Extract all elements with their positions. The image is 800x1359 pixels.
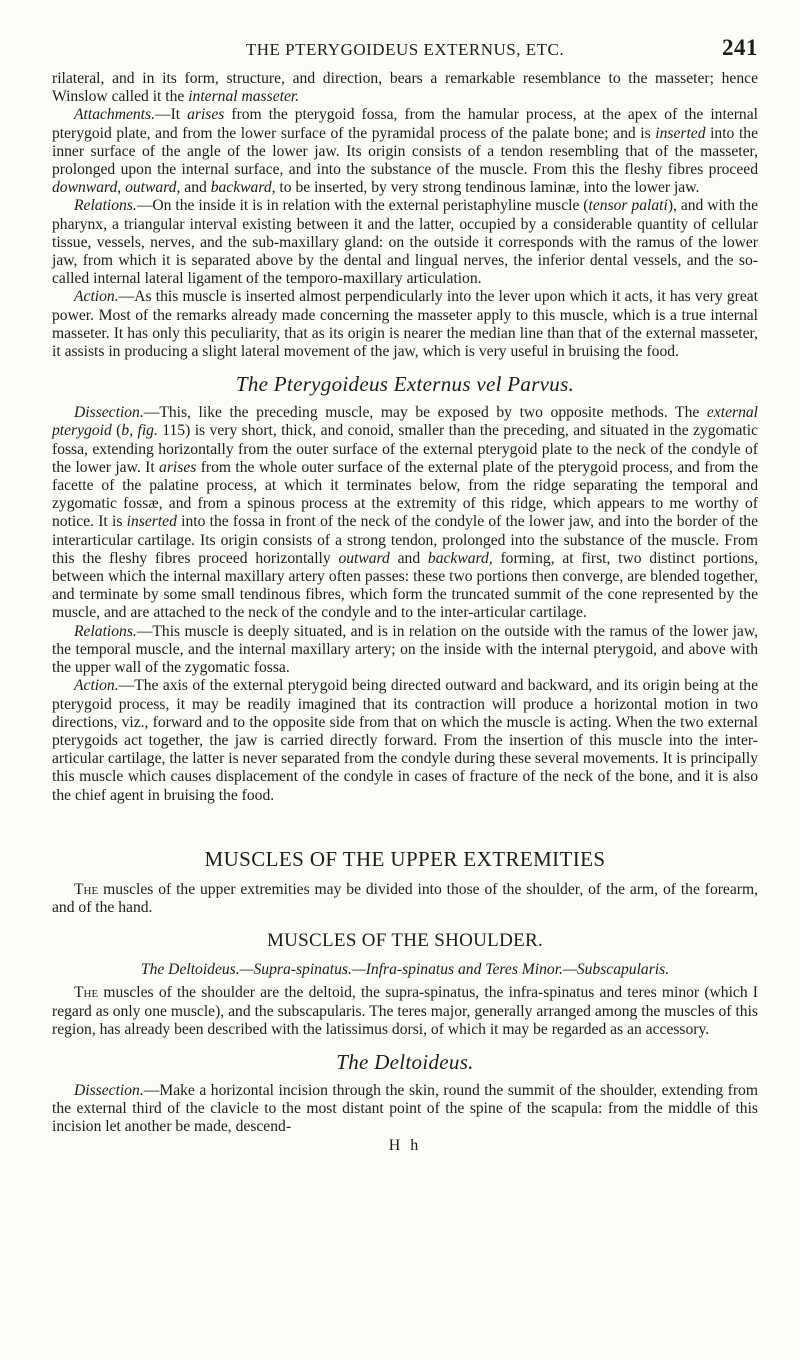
paragraph-lead: Dissection.	[74, 404, 144, 422]
text-run: —As this muscle is inserted almost perpendicularly into the lever upon which it acts, it has very great power. Most of the remarks already made concerning the masseter apply to this muscle, which is a true internal masseter. It has only this peculiarity, that as its origin is nearer the median line than that of the external masseter, it assists in producing a slight lateral movement of the jaw, which is very useful in bruising the food.	[52, 288, 758, 361]
section-title-deltoideus: The Deltoideus.	[336, 1049, 474, 1074]
italic-run: inserted	[655, 124, 706, 142]
paragraph-lead: Dissection.	[74, 1081, 144, 1099]
italic-run: tensor palati	[588, 197, 668, 215]
text-run: muscles of the upper extremities may be divided into those of the shoulder, of the arm, of the forearm, and of the hand.	[52, 880, 758, 916]
italic-run: arises	[187, 106, 225, 124]
text-run: ), and with the pharynx, a triangular interval existing between it and the latter, occupied by a considerable quantity of cellular tissue, vessels, nerves, and the sub-maxillary gland: on the outside it corresponds with the ramus of the lower jaw, from which it is separated above by the dental and lingual nerves, the inferior dental vessels, and the so-called internal lateral ligament of the temporo-maxillary articulation.	[52, 197, 758, 288]
section-title-pterygoideus-externus: The Pterygoideus Externus vel Parvus.	[235, 372, 575, 397]
text-run: from the whole outer surface of the external plate of the pterygoid process, and from the facette of the palatine process, at which it terminates below, from the ridge separating the temporal and zygomatic fossæ, and from a spinous process at the extremity of this ridge, which appears to me worthy of notice. It is	[52, 458, 758, 531]
paragraph-shoulder-intro	[52, 984, 758, 1039]
paragraph-action-externus	[52, 677, 758, 804]
paragraph-continuation	[52, 70, 758, 106]
italic-run: internal masseter.	[188, 88, 300, 106]
running-title: THE PTERYGOIDEUS EXTERNUS, ETC.	[245, 40, 565, 59]
paragraph-relations-externus	[52, 623, 758, 678]
paragraph-dissection	[52, 404, 758, 622]
italic-run: inserted	[126, 513, 177, 531]
text-run: —The axis of the external pterygoid being directed outward and backward, and its origin being at the pterygoid process, it may be readily imagined that its contraction will produce a horizontal motion in two directions, viz., forward and to the opposite side from that on which the muscle is acting. When the two external pterygoids act together, the jaw is carried directly forward. From the insertion of this muscle into the inter-articular cartilage, the latter is never separated from the condyle during these several movements. It is principally this muscle which causes displacement of the condyle in cases of fracture of the neck of the bone, and it is also the chief agent in bruising the food.	[52, 677, 758, 804]
text-run: —On the inside it is in relation with the external peristaphyline muscle (	[136, 197, 589, 215]
paragraph-lead: Attachments.	[74, 106, 155, 124]
text-run: —It	[154, 106, 188, 124]
paragraph-relations	[52, 197, 758, 288]
text-run: —This muscle is deeply situated, and is in relation on the outside with the ramus of the lower jaw, the temporal muscle, and the internal maxillary artery; on the inside with the internal pterygoid, and above with the upper wall of the zygomatic fossa.	[52, 622, 758, 677]
page-number: 241	[722, 35, 758, 60]
printer-signature-mark: H h	[388, 1136, 422, 1154]
small-caps-lead: The	[74, 880, 99, 898]
text-run: forming, at first, two distinct portions, between which the internal maxillary artery often passes: these two portions then converge, are blended together, and terminate by some small tendinous fibres, which form the truncated summit of the cone represented by the muscle, and are attached to the neck of the condyle and to the inter-articular cartilage.	[52, 549, 758, 622]
text-run: rilateral, and in its form, structure, and direction, bears a remarkable resemblance to the masseter; hence Winslow called it the	[52, 70, 758, 106]
text-run: from the pterygoid fossa, from the hamular process, at the apex of the internal pterygoid plate, and from the lower surface of the pyramidal process of the palate bone; and is	[52, 106, 758, 142]
subchapter-title-shoulder: MUSCLES OF THE SHOULDER.	[266, 930, 544, 952]
text-run: —Make a horizontal incision through the skin, round the summit of the shoulder, extending from the external third of the clavicle to the most distant point of the spine of the scapula: from the middle of this incision let another be made, descend-	[52, 1081, 758, 1136]
text-run: (	[111, 422, 122, 440]
chapter-title-upper-extremities: MUSCLES OF THE UPPER EXTREMITIES	[204, 846, 606, 871]
italic-run: b, fig.	[121, 422, 158, 440]
text-run: to be inserted, by very strong tendinous laminæ, into the lower jaw.	[275, 179, 700, 197]
italic-run: backward,	[210, 179, 276, 197]
text-run: into the inner surface of the angle of the lower jaw. Its origin consists of a tendon resembling that of the masseter, prolonged upon the internal surface, and into the substance of the muscle. From this the fleshy fibres proceed	[52, 124, 758, 179]
paragraph-attachments	[52, 106, 758, 197]
book-page	[0, 35, 800, 1359]
italic-run: arises	[159, 458, 197, 476]
page-body	[52, 70, 758, 1155]
muscle-list-line: The Deltoideus.—Supra-spinatus.—Infra-spinatus and Teres Minor.—Subscapularis.	[140, 961, 670, 979]
paragraph-action	[52, 288, 758, 361]
running-header	[52, 35, 758, 68]
text-run: into the fossa in front of the neck of the condyle of the lower jaw, and into the border of the interarticular cartilage. Its origin consists of a strong tendon, prolonged into the substance of the muscle. From this the fleshy fibres proceed horizontally	[52, 513, 758, 567]
text-run: and	[180, 179, 211, 197]
text-run: and	[389, 549, 428, 567]
italic-run: external pterygoid	[52, 404, 758, 440]
paragraph-lead: Action.	[74, 288, 119, 306]
paragraph-lead: Action.	[74, 677, 119, 695]
text-run: muscles of the shoulder are the deltoid, the supra-spinatus, the infra-spinatus and teres minor (which I regard as only one muscle), and the subscapularis. The teres major, generally arranged among the muscles of this region, has already been described with the latissimus dorsi, of which it may be regarded as an accessory.	[52, 984, 758, 1038]
small-caps-lead: The	[74, 984, 99, 1002]
paragraph-lead: Relations.	[74, 622, 137, 640]
text-run: —This, like the preceding muscle, may be exposed by two opposite methods. The	[143, 404, 707, 422]
text-run: 115) is very short, thick, and conoid, smaller than the preceding, and situated in the zygomatic fossa, extending horizontally from the outer surface of the external pterygoid plate to the neck of the condyle of the lower jaw. It	[52, 422, 759, 476]
paragraph-chapter-intro	[52, 881, 758, 917]
italic-run: backward,	[427, 549, 493, 567]
paragraph-lead: Relations.	[74, 197, 137, 215]
italic-run: downward, outward,	[52, 179, 181, 197]
paragraph-dissection-deltoid	[52, 1082, 758, 1137]
italic-run: outward	[338, 549, 390, 567]
